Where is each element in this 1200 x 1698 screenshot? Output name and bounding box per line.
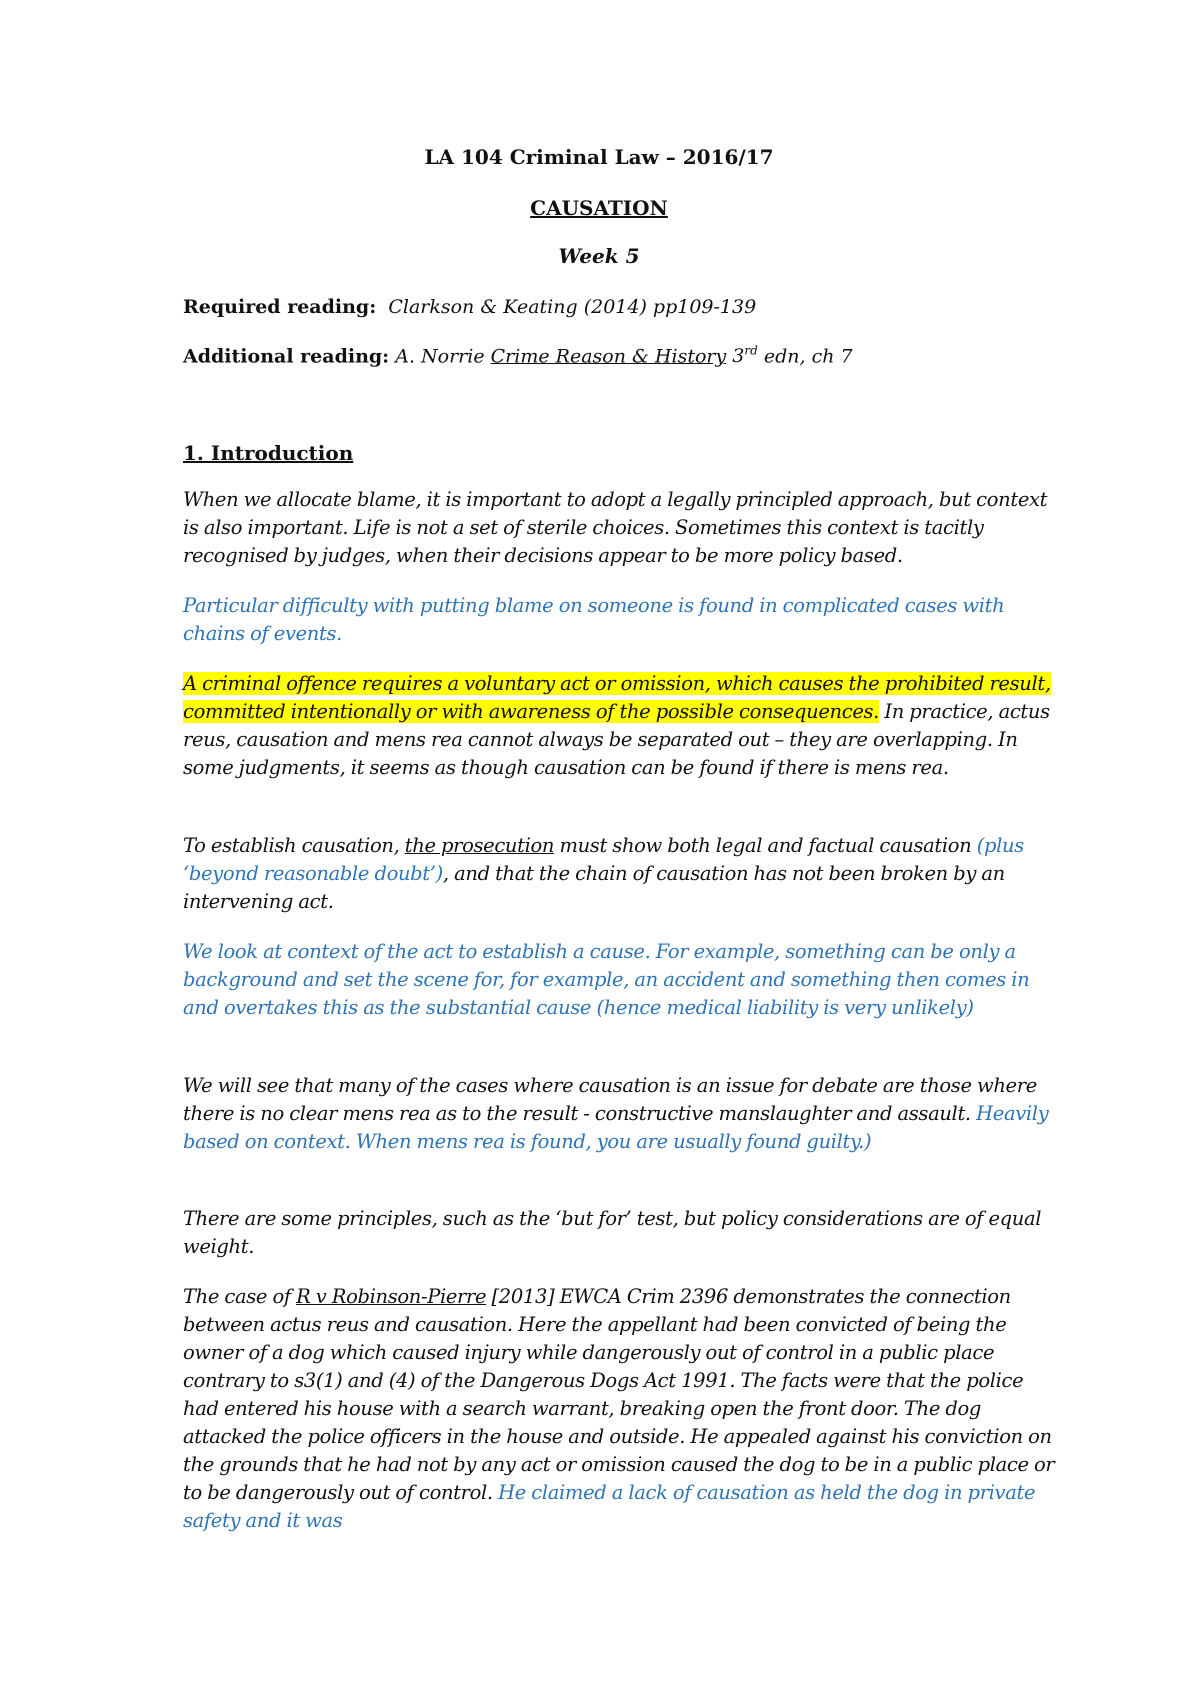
paragraph-3 xyxy=(183,670,1063,782)
week-label: Week 5 xyxy=(558,244,640,268)
prosecution-underlined: the prosecution xyxy=(404,834,555,857)
case-name: R v Robinson-Pierre xyxy=(296,1285,487,1308)
highlighted-text: A criminal offence requires a voluntary act or omission, which causes the prohibited result, committed intentionally or with awareness of the possible consequences. xyxy=(183,672,1051,723)
paragraph-7: There are some principles, such as the ‘but for’ test, but policy considerations are of equal weight. xyxy=(183,1207,1042,1258)
additional-reading-edition: 3rd xyxy=(732,344,758,368)
paragraph-4: To establish causation, the prosecution must show both legal and factual causation (plus ‘beyond reasonable doubt’), and that the chain of causation has not been broken by an intervening act. xyxy=(183,834,1024,913)
paragraph-5: We look at context of the act to establish a cause. For example, something can be only a background and set the scene for, for example, an accident and something then comes in and overtakes this as the substantial cause (hence medical liability is very unlikely) xyxy=(183,940,1030,1019)
paragraph-4-blue-note: (plus ‘beyond reasonable doubt’) xyxy=(183,834,1024,885)
paragraph-6-blue-note: Heavily based on context. When mens rea is found, you are usually found guilty.) xyxy=(183,1102,1049,1153)
paragraph-3-rest: In practice, actus reus, causation and mens rea cannot always be separated out – they are overlapping. In some judgments, it seems as though causation can be found if there is mens rea. xyxy=(183,700,1050,779)
document-subtitle: CAUSATION xyxy=(530,196,668,220)
additional-reading xyxy=(183,344,853,367)
paragraph-8: The case of R v Robinson-Pierre [2013] EWCA Crim 2396 demonstrates the connection between actus reus and causation. Here the appellant had been convicted of being the owner of a dog which caused injury while dangerously out of control in a public place contrary to s3(1) and (4) of the Dangerous Dogs Act 1991. The facts were that the police had entered his house with a search warrant, breaking open the front door. The dog attacked the police officers in the house and outside. He appealed against his conviction on the grounds that he had not by any act or omission caused the dog to be in a public place or to be dangerously out of control. He claimed a lack of causation as held the dog in private safety and it was xyxy=(183,1285,1055,1532)
additional-reading-title: Crime Reason & History xyxy=(490,345,727,368)
required-reading xyxy=(183,296,756,318)
document-title: LA 104 Criminal Law – 2016/17 xyxy=(424,145,774,169)
paragraph-6: We will see that many of the cases where causation is an issue for debate are those where there is no clear mens rea as to the result - constructive manslaughter and assault. Heavily based on context. When mens rea is found, you are usually found guilty.) xyxy=(183,1074,1049,1153)
required-reading-label: Required reading: xyxy=(183,296,377,318)
additional-reading-label: Additional reading: xyxy=(183,345,390,368)
paragraph-1: When we allocate blame, it is important to adopt a legally principled approach, but context is also important. Life is not a set of sterile choices. Sometimes this context is tacitly recognised by judges, when their decisions appear to be more policy based. xyxy=(183,488,1048,567)
additional-reading-rest: edn, ch 7 xyxy=(763,345,853,368)
section-heading: 1. Introduction xyxy=(183,441,354,465)
additional-reading-author: A. Norrie xyxy=(395,345,485,368)
paragraph-2: Particular difficulty with putting blame on someone is found in complicated cases with chains of events. xyxy=(183,594,1005,645)
required-reading-text: Clarkson & Keating (2014) pp109-139 xyxy=(388,296,757,318)
paragraph-8-blue-note: He claimed a lack of causation as held the dog in private safety and it was xyxy=(183,1481,1036,1532)
